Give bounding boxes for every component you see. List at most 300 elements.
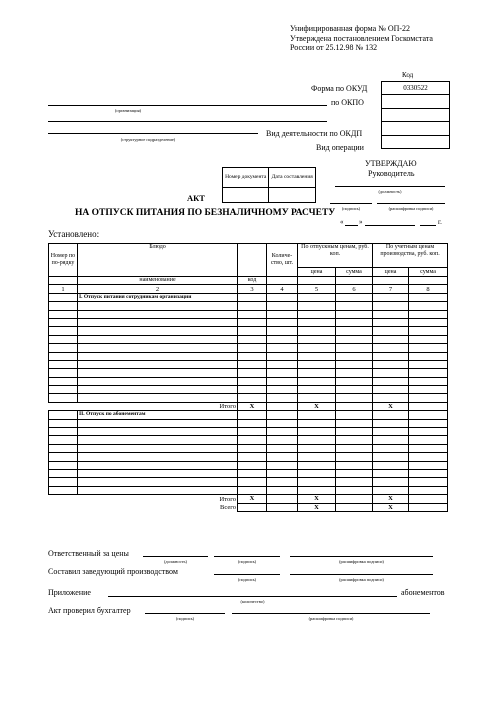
approve-signature-line[interactable] xyxy=(330,203,372,204)
table-cell[interactable] xyxy=(373,453,409,461)
table-cell[interactable] xyxy=(49,444,78,452)
table-cell[interactable] xyxy=(409,327,448,335)
table-cell[interactable] xyxy=(409,461,448,469)
table-cell[interactable] xyxy=(409,428,448,436)
table-cell[interactable] xyxy=(238,369,267,377)
manager-signature-line[interactable] xyxy=(214,574,280,575)
table-cell[interactable] xyxy=(49,344,78,352)
approve-head: Руководитель xyxy=(368,169,415,178)
operation-label: Вид операции xyxy=(316,143,364,152)
table-cell[interactable] xyxy=(373,318,409,326)
table-cell[interactable] xyxy=(373,461,409,469)
table-cell[interactable] xyxy=(298,461,336,469)
table-cell[interactable] xyxy=(49,335,78,343)
total2-sum[interactable] xyxy=(336,495,373,503)
table-cell[interactable] xyxy=(78,310,238,318)
table-cell[interactable] xyxy=(373,428,409,436)
table-cell[interactable] xyxy=(336,461,373,469)
table-cell[interactable] xyxy=(267,360,298,368)
table-cell[interactable] xyxy=(373,302,409,310)
table-cell[interactable] xyxy=(373,335,409,343)
sub-empty xyxy=(49,277,78,285)
subdiv-line[interactable] xyxy=(48,133,258,134)
section2-title: II. Отпуск по абонементам xyxy=(78,411,238,419)
table-cell[interactable] xyxy=(267,469,298,477)
table-cell[interactable] xyxy=(78,419,238,427)
table-cell[interactable] xyxy=(78,394,238,402)
col-num-7: 7 xyxy=(373,285,409,293)
table-cell[interactable] xyxy=(373,444,409,452)
col-num-6: 6 xyxy=(336,285,373,293)
table-cell[interactable] xyxy=(336,386,373,394)
table-cell[interactable] xyxy=(336,419,373,427)
total2-x-code: Х xyxy=(238,495,267,503)
table-cell[interactable] xyxy=(336,377,373,385)
table-cell[interactable] xyxy=(409,302,448,310)
manager-decode-caption: (расшифровка подписи) xyxy=(339,577,384,582)
table-cell[interactable] xyxy=(336,478,373,486)
sub-empty xyxy=(409,277,448,285)
table-cell[interactable] xyxy=(238,419,267,427)
table-row xyxy=(49,386,448,394)
table-cell[interactable] xyxy=(238,310,267,318)
table-cell[interactable] xyxy=(49,318,78,326)
table-cell[interactable] xyxy=(78,478,238,486)
col-qty-header: Количе-ство, шт. xyxy=(267,244,298,277)
table-cell[interactable] xyxy=(267,436,298,444)
table-cell[interactable] xyxy=(267,419,298,427)
table-row xyxy=(49,310,448,318)
table-cell[interactable] xyxy=(267,310,298,318)
table-row xyxy=(49,352,448,360)
table-row xyxy=(49,436,448,444)
table-cell[interactable] xyxy=(373,369,409,377)
sub-empty xyxy=(373,277,409,285)
grand-x-price2: Х xyxy=(373,503,409,511)
col-dish-header: Блюдо xyxy=(78,244,238,277)
table-cell[interactable] xyxy=(336,327,373,335)
table-cell[interactable] xyxy=(49,428,78,436)
table-cell[interactable] xyxy=(267,444,298,452)
col-sum2-header: сумма xyxy=(409,268,448,277)
table-cell[interactable] xyxy=(298,478,336,486)
table-cell[interactable] xyxy=(267,302,298,310)
table-cell[interactable] xyxy=(298,360,336,368)
col-code-header: код xyxy=(238,277,267,285)
table-cell[interactable] xyxy=(409,453,448,461)
sub-empty xyxy=(336,277,373,285)
approve-month-line[interactable] xyxy=(365,225,415,226)
table-cell[interactable] xyxy=(49,478,78,486)
total2-x-price: Х xyxy=(298,495,336,503)
col-num-4: 4 xyxy=(267,285,298,293)
table-cell[interactable] xyxy=(409,318,448,326)
table-cell[interactable] xyxy=(78,486,238,494)
table-cell[interactable] xyxy=(267,335,298,343)
table-cell[interactable] xyxy=(298,453,336,461)
table-cell[interactable] xyxy=(78,335,238,343)
okpo-value[interactable] xyxy=(382,95,450,109)
table-cell[interactable] xyxy=(78,360,238,368)
table-cell[interactable] xyxy=(267,394,298,402)
table-cell[interactable] xyxy=(336,428,373,436)
table-row xyxy=(49,469,448,477)
table-cell[interactable] xyxy=(298,469,336,477)
approve-decode-line[interactable] xyxy=(377,203,445,204)
checked-signature-line[interactable] xyxy=(145,613,225,614)
col-num-8: 8 xyxy=(409,285,448,293)
table-cell[interactable] xyxy=(409,419,448,427)
table-cell[interactable] xyxy=(373,486,409,494)
table-cell[interactable] xyxy=(336,344,373,352)
table-cell[interactable] xyxy=(373,394,409,402)
table-row xyxy=(49,419,448,427)
operation-value[interactable] xyxy=(382,135,450,149)
responsible-position-line[interactable] xyxy=(143,556,208,557)
table-cell[interactable] xyxy=(238,386,267,394)
table-cell[interactable] xyxy=(298,486,336,494)
table-cell[interactable] xyxy=(409,360,448,368)
table-cell[interactable] xyxy=(336,335,373,343)
section1-total-row xyxy=(49,402,448,410)
table-cell[interactable] xyxy=(78,428,238,436)
subdiv-caption: (структурное подразделение) xyxy=(120,137,176,142)
table-row xyxy=(49,369,448,377)
table-cell[interactable] xyxy=(78,327,238,335)
table-cell[interactable] xyxy=(298,436,336,444)
table-cell[interactable] xyxy=(78,302,238,310)
table-cell[interactable] xyxy=(49,377,78,385)
date-close-quote: » xyxy=(359,218,363,226)
table-cell[interactable] xyxy=(267,377,298,385)
table-cell[interactable] xyxy=(49,436,78,444)
table-cell[interactable] xyxy=(298,386,336,394)
dish-header-spacer xyxy=(238,244,267,277)
table-cell[interactable] xyxy=(78,352,238,360)
table-cell[interactable] xyxy=(409,369,448,377)
table-cell[interactable] xyxy=(238,335,267,343)
table-cell[interactable] xyxy=(238,469,267,477)
table-cell[interactable] xyxy=(49,302,78,310)
table-cell[interactable] xyxy=(78,386,238,394)
org-line-2[interactable] xyxy=(48,121,327,122)
table-cell[interactable] xyxy=(238,444,267,452)
section1-total-label: Итого xyxy=(78,402,238,410)
col-num-header: Номер по по-рядку xyxy=(49,244,78,277)
section2-total-row xyxy=(49,495,448,503)
table-cell[interactable] xyxy=(267,428,298,436)
table-cell[interactable] xyxy=(238,302,267,310)
table-cell[interactable] xyxy=(49,360,78,368)
table-cell[interactable] xyxy=(49,386,78,394)
table-cell[interactable] xyxy=(373,310,409,318)
table-cell[interactable] xyxy=(373,327,409,335)
table-row xyxy=(49,302,448,310)
table-cell[interactable] xyxy=(409,344,448,352)
table-cell[interactable] xyxy=(336,360,373,368)
table-cell[interactable] xyxy=(373,360,409,368)
table-row xyxy=(49,461,448,469)
table-cell[interactable] xyxy=(409,486,448,494)
table-cell[interactable] xyxy=(49,461,78,469)
table-cell[interactable] xyxy=(336,352,373,360)
table-cell[interactable] xyxy=(267,478,298,486)
table-row xyxy=(49,360,448,368)
table-row xyxy=(49,486,448,494)
checked-decode-caption: (расшифровка подписи) xyxy=(308,616,354,621)
table-cell[interactable] xyxy=(49,310,78,318)
checked-signature-caption: (подпись) xyxy=(175,616,195,621)
table-cell[interactable] xyxy=(373,469,409,477)
form-header xyxy=(290,24,433,53)
total2-sum2[interactable] xyxy=(409,495,448,503)
manager-decode-line[interactable] xyxy=(290,574,433,575)
table-cell[interactable] xyxy=(298,419,336,427)
table-cell[interactable] xyxy=(49,369,78,377)
table-cell[interactable] xyxy=(409,444,448,452)
table-row xyxy=(49,394,448,402)
table-row xyxy=(49,377,448,385)
table-cell[interactable] xyxy=(238,360,267,368)
table-row xyxy=(49,335,448,343)
manager-signature-caption: (подпись) xyxy=(237,577,257,582)
okud-label: Форма по ОКУД xyxy=(311,84,368,93)
table-cell[interactable] xyxy=(373,352,409,360)
checked-label: Акт проверил бухгалтер xyxy=(48,606,131,615)
table-cell[interactable] xyxy=(238,486,267,494)
col-price2-header: цена xyxy=(373,268,409,277)
section1-title: I. Отпуск питания сотрудникам организации xyxy=(78,293,238,301)
table-cell[interactable] xyxy=(409,335,448,343)
table-cell[interactable] xyxy=(298,335,336,343)
table-cell[interactable] xyxy=(78,318,238,326)
table-cell[interactable] xyxy=(298,327,336,335)
table-cell[interactable] xyxy=(238,428,267,436)
table-cell[interactable] xyxy=(238,327,267,335)
approve-signature-caption: (подпись) xyxy=(341,206,361,211)
table-cell[interactable] xyxy=(78,436,238,444)
table-cell[interactable] xyxy=(373,386,409,394)
responsible-decode-line[interactable] xyxy=(290,556,433,557)
table-cell[interactable] xyxy=(267,344,298,352)
col-num-1: 1 xyxy=(49,285,78,293)
kod-label: Код xyxy=(402,71,414,79)
table-cell[interactable] xyxy=(336,486,373,494)
table-cell[interactable] xyxy=(238,453,267,461)
table-cell[interactable] xyxy=(78,444,238,452)
year-suffix: г. xyxy=(438,218,442,226)
table-cell[interactable] xyxy=(373,377,409,385)
table-cell[interactable] xyxy=(267,453,298,461)
table-cell[interactable] xyxy=(49,419,78,427)
doc-date-value[interactable] xyxy=(269,188,316,203)
table-cell[interactable] xyxy=(298,318,336,326)
total1-x-price2: Х xyxy=(373,402,409,410)
table-cell[interactable] xyxy=(336,369,373,377)
table-cell[interactable] xyxy=(49,453,78,461)
table-cell[interactable] xyxy=(409,386,448,394)
table-cell[interactable] xyxy=(336,436,373,444)
approve-position-line[interactable] xyxy=(335,186,445,187)
appendix-label: Приложение xyxy=(48,588,91,597)
table-cell[interactable] xyxy=(78,461,238,469)
table-cell[interactable] xyxy=(238,352,267,360)
table-cell[interactable] xyxy=(409,394,448,402)
sub-empty xyxy=(298,277,336,285)
col-num-5: 5 xyxy=(298,285,336,293)
table-cell[interactable] xyxy=(49,486,78,494)
table-cell[interactable] xyxy=(298,310,336,318)
grand-total-label: Всего xyxy=(220,503,236,511)
table-cell[interactable] xyxy=(336,394,373,402)
doc-number-table xyxy=(222,167,316,203)
table-row xyxy=(49,318,448,326)
grand-x-price: Х xyxy=(298,503,336,511)
table-cell[interactable] xyxy=(409,377,448,385)
table-cell[interactable] xyxy=(238,478,267,486)
table-cell[interactable] xyxy=(336,469,373,477)
col-num-2: 2 xyxy=(78,285,238,293)
responsible-signature-caption: (подпись) xyxy=(237,559,257,564)
table-cell[interactable] xyxy=(49,352,78,360)
approve-day-line[interactable] xyxy=(345,225,358,226)
table-row xyxy=(49,444,448,452)
total2-qty[interactable] xyxy=(267,495,298,503)
table-row xyxy=(49,344,448,352)
table-cell[interactable] xyxy=(373,436,409,444)
table-row xyxy=(49,478,448,486)
manager-label: Составил заведующий производством xyxy=(48,567,178,576)
table-cell[interactable] xyxy=(238,436,267,444)
table-cell[interactable] xyxy=(78,377,238,385)
table-cell[interactable] xyxy=(336,318,373,326)
table-cell[interactable] xyxy=(49,327,78,335)
table-row xyxy=(49,453,448,461)
total2-x-price2: Х xyxy=(373,495,409,503)
table-cell[interactable] xyxy=(298,344,336,352)
table-cell[interactable] xyxy=(78,469,238,477)
doc-title: АКТ xyxy=(187,193,205,203)
total1-sum[interactable] xyxy=(336,402,373,410)
table-cell[interactable] xyxy=(49,394,78,402)
section1-body xyxy=(49,293,448,402)
table-cell[interactable] xyxy=(336,453,373,461)
total1-qty[interactable] xyxy=(267,402,298,410)
org-line[interactable] xyxy=(48,105,327,106)
table-cell[interactable] xyxy=(238,344,267,352)
table-cell[interactable] xyxy=(49,469,78,477)
responsible-position-caption: (должность) xyxy=(163,559,188,564)
table-cell[interactable] xyxy=(298,369,336,377)
table-cell[interactable] xyxy=(409,478,448,486)
subdiv-code-value[interactable] xyxy=(382,108,450,122)
table-cell[interactable] xyxy=(298,444,336,452)
col-acc-header: По учетным ценам производства, руб. коп. xyxy=(373,244,448,268)
table-cell[interactable] xyxy=(298,302,336,310)
table-cell[interactable] xyxy=(409,352,448,360)
grand-sum2[interactable] xyxy=(409,503,448,511)
org-caption: (организация) xyxy=(114,108,142,113)
established-label: Установлено: xyxy=(48,229,100,239)
col-sale-header: По отпускным ценам, руб. коп. xyxy=(298,244,373,268)
table-cell[interactable] xyxy=(238,461,267,469)
table-row xyxy=(49,428,448,436)
table-cell[interactable] xyxy=(78,369,238,377)
section2-body xyxy=(49,411,448,495)
table-cell[interactable] xyxy=(373,478,409,486)
appendix-quantity-caption: (количество) xyxy=(240,599,265,604)
table-cell[interactable] xyxy=(78,453,238,461)
table-cell[interactable] xyxy=(336,444,373,452)
table-cell[interactable] xyxy=(267,318,298,326)
col-name-header: наименование xyxy=(78,277,238,285)
checked-decode-line[interactable] xyxy=(232,613,430,614)
okud-value[interactable]: 0330522 xyxy=(382,81,450,95)
grand-qty[interactable] xyxy=(267,503,298,511)
table-cell[interactable] xyxy=(336,302,373,310)
responsible-label: Ответственный за цены xyxy=(48,549,129,558)
table-cell[interactable] xyxy=(409,436,448,444)
table-cell[interactable] xyxy=(267,461,298,469)
dishes-table xyxy=(48,243,448,512)
table-cell[interactable] xyxy=(267,386,298,394)
okdp-value[interactable] xyxy=(382,122,450,136)
doc-number-value[interactable] xyxy=(223,188,269,203)
table-cell[interactable] xyxy=(298,394,336,402)
okpo-label: по ОКПО xyxy=(331,98,364,107)
grand-code xyxy=(238,503,267,511)
col-sum-header: сумма xyxy=(336,268,373,277)
total1-x-code: Х xyxy=(238,402,267,410)
sub-empty xyxy=(267,277,298,285)
table-cell[interactable] xyxy=(409,469,448,477)
table-cell[interactable] xyxy=(267,352,298,360)
table-cell[interactable] xyxy=(336,310,373,318)
section2-total-label: Итого xyxy=(78,495,238,503)
approve-position-caption: (должность) xyxy=(378,189,402,194)
total1-sum2[interactable] xyxy=(409,402,448,410)
col-num-3: 3 xyxy=(238,285,267,293)
table-cell[interactable] xyxy=(267,369,298,377)
form-approval-date: России от 25.12.98 № 132 xyxy=(290,43,378,52)
table-cell[interactable] xyxy=(238,394,267,402)
table-cell[interactable] xyxy=(298,377,336,385)
okdp-label: Вид деятельности по ОКДП xyxy=(266,129,363,138)
table-cell[interactable] xyxy=(238,377,267,385)
form-number: Унифицированная форма № ОП-22 xyxy=(290,24,411,33)
table-cell[interactable] xyxy=(373,344,409,352)
table-cell[interactable] xyxy=(298,352,336,360)
table-cell[interactable] xyxy=(298,428,336,436)
doc-number-header: Номер документа xyxy=(223,168,269,188)
codes-table xyxy=(381,71,450,149)
responsible-signature-line[interactable] xyxy=(214,556,280,557)
table-cell[interactable] xyxy=(78,344,238,352)
total1-x-price: Х xyxy=(298,402,336,410)
table-cell[interactable] xyxy=(267,327,298,335)
subscriptions-label: абонементов xyxy=(401,588,445,597)
approve-decode-caption: (расшифровка подписи) xyxy=(388,206,434,211)
date-open-quote: « xyxy=(340,218,344,226)
table-cell[interactable] xyxy=(409,310,448,318)
table-cell[interactable] xyxy=(267,486,298,494)
table-cell[interactable] xyxy=(373,419,409,427)
doc-subtitle: НА ОТПУСК ПИТАНИЯ ПО БЕЗНАЛИЧНОМУ РАСЧЕТУ xyxy=(75,208,336,218)
appendix-quantity-line[interactable] xyxy=(108,596,397,597)
grand-sum[interactable] xyxy=(336,503,373,511)
table-cell[interactable] xyxy=(238,318,267,326)
approve-year-line[interactable] xyxy=(420,225,436,226)
